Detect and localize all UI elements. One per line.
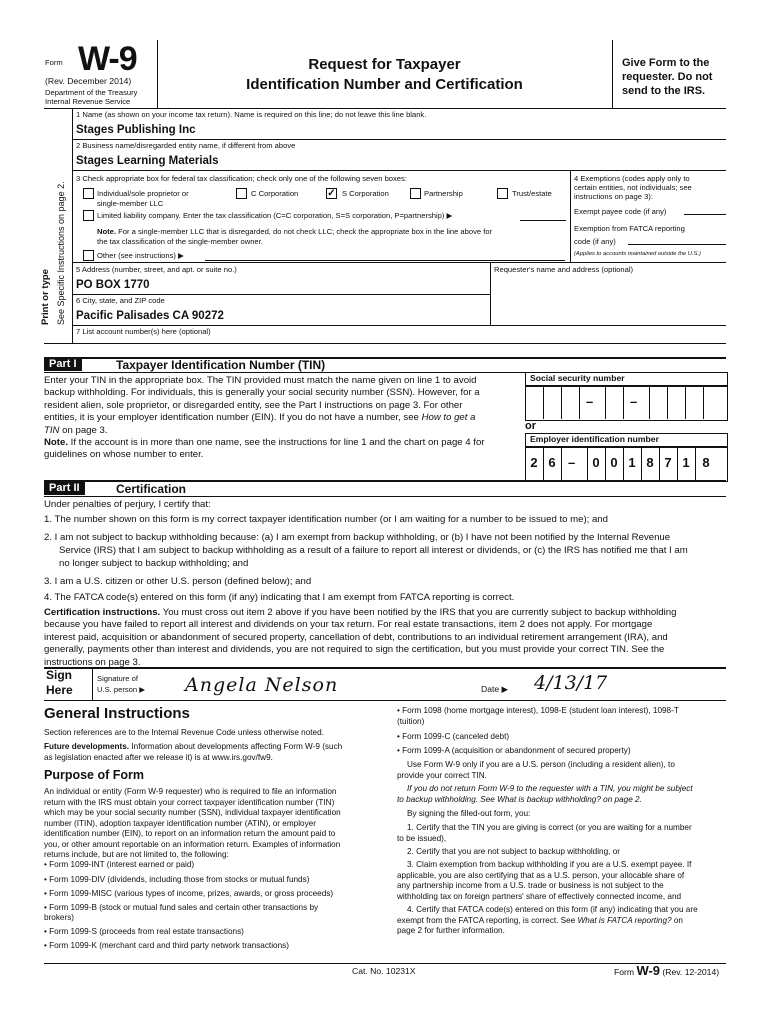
other-label: Other (see instructions) ▶: [97, 251, 184, 260]
partnership-checkbox[interactable]: [410, 188, 421, 199]
bullet-1099-c: • Form 1099-C (canceled debt): [397, 732, 510, 741]
future-text-2: as legislation enacted after we release it) is at www.irs.gov/fw9.: [44, 752, 273, 762]
individual-label-1: Individual/sole proprietor or: [97, 189, 189, 198]
note-label: Note.: [97, 227, 116, 236]
see-specific-instructions: See Specific Instructions on page 2.: [56, 181, 66, 325]
cert-item-4: 4. The FATCA code(s) entered on this form (if any) indicating that I am exempt from FATCA reporting is correct.: [44, 592, 515, 603]
requester-label: Requester's name and address (optional): [494, 265, 634, 274]
cert-line-4: generally, payments other than interest and dividends, you are not required to sign the certification, but you must provide your correct TIN. See the: [44, 644, 665, 656]
cert-item-1: 1. The number shown on this form is my correct taxpayer identification number (or I am waiting for a number to be issued to me); and: [44, 514, 608, 525]
part-2-label: Part II: [44, 481, 85, 495]
ein-digit: 8: [646, 455, 654, 470]
tin-note-1: If the account is in more than one name, see the instructions for line 1 and the chart on page 4 for: [70, 437, 485, 448]
certify-4-on: on: [673, 915, 683, 925]
tin-text-5: [44, 425, 514, 437]
purpose-text: [44, 787, 379, 861]
exemptions-line-1: 4 Exemptions (codes apply only to: [574, 174, 690, 183]
cert-line-5: instructions on page 3.: [44, 656, 141, 668]
date-field[interactable]: 4/13/17: [534, 672, 608, 694]
bullet-1099-a: • Form 1099-A (acquisition or abandonment of secured property): [397, 746, 631, 755]
irs-label: Internal Revenue Service: [45, 97, 131, 106]
part-1-label: Part I: [44, 357, 82, 371]
tin-text-4a: entities, it is your employer identification number (EIN). If you do not have a number, see: [44, 412, 419, 424]
cert-line-1: You must cross out item 2 above if you have been notified by the IRS that you are currently subject to backup withholding: [162, 607, 677, 618]
print-or-type-label: Print or type: [40, 269, 51, 325]
date-label: Date ▶: [481, 684, 509, 694]
ein-digit: 1: [628, 455, 636, 470]
line3-note: [97, 227, 563, 236]
here-word: Here: [46, 683, 73, 697]
signature-field[interactable]: Angela Nelson: [185, 674, 339, 696]
line1-name-field[interactable]: Stages Publishing Inc: [76, 124, 196, 136]
use-line-2: provide your correct TIN.: [397, 770, 487, 780]
certify-4: [397, 905, 727, 937]
give-line-2: requester. Do not: [622, 71, 713, 83]
line3-label: 3 Check appropriate box for federal tax classification; check only one of the following seven boxes:: [76, 174, 407, 183]
llc-label: Limited liability company. Enter the tax classification (C=C corporation, S=S corporation, P=partnership) ▶: [97, 211, 453, 220]
use-line-1: Use Form W-9 only if you are a U.S. person (including a resident alien), to: [407, 760, 675, 769]
individual-label-2: single-member LLC: [97, 199, 164, 208]
cert-instructions: [44, 607, 734, 669]
tin-text-5a: TIN: [44, 424, 60, 436]
general-instructions-title: General Instructions: [44, 705, 190, 722]
section-references: Section references are to the Internal Revenue Code unless otherwise noted.: [44, 728, 324, 737]
title-line-2: Identification Number and Certification: [246, 76, 523, 93]
footer-form: [614, 963, 719, 978]
certify-3-line-4: withholding tax on foreign partners' share of effectively connected income, and: [397, 891, 682, 901]
footer-form-word: Form: [614, 967, 635, 977]
cert-item-3: 3. I am a U.S. citizen or other U.S. person (defined below); and: [44, 576, 312, 587]
tin-text-4: [44, 412, 514, 424]
bullet-1099-div: • Form 1099-DIV (dividends, including those from stocks or mutual funds): [44, 875, 310, 884]
give-form-note: [622, 56, 712, 98]
catalog-number: Cat. No. 10231X: [352, 966, 416, 976]
title-line-1: Request for Taxpayer: [308, 56, 461, 73]
bullet-1099-s: • Form 1099-S (proceeds from real estate transactions): [44, 927, 244, 936]
certify-1-line-1: 1. Certify that the TIN you are giving is correct (or you are waiting for a number: [407, 823, 692, 832]
sign-word: Sign: [46, 668, 72, 682]
line1-label: 1 Name (as shown on your income tax return). Name is required on this line; do not leave this line blank.: [76, 110, 427, 119]
note-text-2: the tax classification of the single-member owner.: [97, 237, 263, 246]
bullet-1098: • Form 1098 (home mortgage interest), 1098-E (student loan interest), 1098-T: [397, 706, 679, 715]
cert-item-2a: 2. I am not subject to backup withholding because: (a) I am exempt from backup withholding, or (b) I have not been notified by the Internal Revenue: [44, 532, 671, 543]
certify-4-line-2: exempt from the FATCA reporting, is correct. See: [397, 915, 576, 925]
ein-label: Employer identification number: [530, 434, 659, 444]
bullet-1098-cont: (tuition): [397, 716, 425, 726]
give-line-3: send to the IRS.: [622, 85, 706, 97]
certify-1-line-2: to be issued),: [397, 833, 447, 843]
ssn-field[interactable]: [525, 385, 728, 421]
line5-label: 5 Address (number, street, and apt. or suite no.): [76, 265, 237, 274]
certify-1: [397, 823, 727, 844]
warning-line-1: If you do not return Form W-9 to the requester with a TIN, you might be subject: [407, 784, 693, 793]
footer-revision: (Rev. 12-2014): [662, 967, 720, 977]
c-corp-checkbox[interactable]: [236, 188, 247, 199]
cert-line-3: interest paid, acquisition or abandonment of secured property, cancellation of debt, contributions to an individual retirement arrangement (IRA), and: [44, 631, 668, 643]
certify-3-line-1: 3. Claim exemption from backup withholding if you are a U.S. exempt payee. If: [407, 860, 692, 869]
purpose-title: Purpose of Form: [44, 768, 145, 782]
tin-text-1: Enter your TIN in the appropriate box. The TIN provided must match the name given on line 1 to avoid: [44, 375, 477, 386]
ein-digit: 7: [664, 455, 672, 470]
ein-digit: 0: [592, 455, 600, 470]
individual-checkbox[interactable]: [83, 188, 94, 199]
ssn-dash-2: –: [630, 394, 638, 409]
or-label: or: [525, 420, 536, 432]
note-text-1: For a single-member LLC that is disregarded, do not check LLC; check the appropriate box in the line above for: [118, 227, 493, 236]
tin-note-2: guidelines on whose number to enter.: [44, 449, 204, 461]
line7-label: 7 List account number(s) here (optional): [76, 327, 211, 336]
right-column: [397, 706, 727, 727]
certify-3-line-3: any partnership income from a U.S. trade or business is not subject to the: [397, 881, 664, 890]
use-form-text: [397, 760, 727, 781]
line6-city-field[interactable]: Pacific Palisades CA 90272: [76, 310, 224, 322]
fatca-applies-note: (Applies to accounts maintained outside the U.S.): [574, 251, 701, 257]
ein-digit: 0: [610, 455, 618, 470]
ssn-label: Social security number: [530, 373, 625, 383]
footer-form-number: W-9: [636, 963, 661, 978]
bullet-1099-int: • Form 1099-INT (interest earned or paid): [44, 860, 195, 869]
tin-instructions: [44, 375, 514, 437]
certify-3: [397, 860, 727, 902]
signature-label-2: U.S. person ▶: [97, 685, 146, 694]
line2-label: 2 Business name/disregarded entity name, if different from above: [76, 141, 296, 150]
bullet-1099-k: • Form 1099-K (merchant card and third party network transactions): [44, 941, 289, 950]
exemptions-line-3: instructions on page 3):: [574, 192, 653, 202]
tin-note: [44, 437, 514, 462]
fatca-link-text: What is FATCA reporting?: [577, 915, 672, 925]
cert-instructions-label: Certification instructions.: [44, 607, 161, 618]
backup-warning: [397, 784, 727, 805]
bullet-1099-b: • Form 1099-B (stock or mutual fund sales and certain other transactions by: [44, 903, 319, 912]
certify-4-line-4: page 2 for further information.: [397, 926, 505, 935]
ein-digit: 1: [682, 455, 690, 470]
cert-line-2: because you have failed to report all interest and dividends on your tax return. For real estate transactions, item 2 does not apply. For mortgage: [44, 619, 653, 631]
ssn-dash-1: –: [586, 394, 594, 409]
cert-item-2b: Service (IRS) that I am subject to backup withholding as a result of a failure to report all interest or dividends, or (c) the IRS has notified me that I am: [59, 545, 688, 556]
certify-3-line-2: applicable, you are also certifying that as a U.S. person, your allocable share of: [397, 870, 685, 880]
tin-text-4b: How to get a: [421, 412, 476, 424]
other-checkbox[interactable]: [83, 250, 94, 261]
signature-label-1: Signature of: [97, 674, 138, 683]
signing-intro: By signing the filled-out form, you:: [407, 809, 531, 818]
perjury-intro: Under penalties of perjury, I certify that:: [44, 499, 211, 510]
line4-exemptions: [574, 174, 726, 201]
exempt-payee-field[interactable]: [684, 214, 726, 215]
s-corp-checkbox[interactable]: ✓: [327, 188, 336, 199]
llc-checkbox[interactable]: [83, 210, 94, 221]
purpose-line: identification number (EIN), to report on an information return the amount paid to: [44, 829, 336, 838]
exempt-payee-label: Exempt payee code (if any): [574, 207, 667, 216]
side-instructions: [40, 125, 51, 325]
fatca-label-2: code (if any): [574, 237, 616, 246]
part-1-title: Taxpayer Identification Number (TIN): [116, 358, 326, 372]
line5-address-field[interactable]: PO BOX 1770: [76, 279, 150, 291]
sign-here-label: [46, 668, 73, 698]
tin-text-2: backup withholding. For individuals, this is generally your social security number (SSN). However, for a: [44, 387, 480, 399]
s-corp-label: S Corporation: [342, 189, 389, 198]
future-text-1: Information about developments affecting Form W-9 (such: [131, 742, 343, 751]
bullet-1099-b-cont: brokers): [44, 913, 75, 922]
certify-4-line-1: 4. Certify that FATCA code(s) entered on this form (if any) indicating that you are: [407, 905, 698, 914]
ein-digit: 6: [548, 455, 556, 470]
other-field[interactable]: [205, 260, 565, 261]
line6-label: 6 City, state, and ZIP code: [76, 296, 165, 305]
llc-classification-field[interactable]: [520, 220, 566, 221]
trust-estate-label: Trust/estate: [512, 189, 552, 198]
revision: (Rev. December 2014): [45, 76, 132, 86]
purpose-line: number (ITIN), adoption taxpayer identification number (ATIN), or employer: [44, 818, 316, 828]
line2-business-field[interactable]: Stages Learning Materials: [76, 155, 219, 167]
tin-text-5b: on page 3.: [62, 424, 108, 436]
bullet-1099-misc: • Form 1099-MISC (various types of income, prizes, awards, or gross proceeds): [44, 889, 334, 898]
purpose-line: An individual or entity (Form W-9 requester) who is required to file an information: [44, 787, 337, 796]
future-developments: [44, 742, 374, 763]
c-corp-label: C Corporation: [251, 189, 299, 198]
ein-digit: 8: [702, 455, 710, 470]
tin-text-3: resident alien, sole proprietor, or disregarded entity, see the Part I instructions on page 3. For other: [44, 399, 463, 411]
cert-item-2c: no longer subject to backup withholding; and: [59, 558, 249, 569]
certify-2: 2. Certify that you are not subject to backup withholding, or: [407, 847, 620, 856]
form-word: Form: [45, 58, 63, 67]
give-line-1: Give Form to the: [622, 57, 710, 69]
purpose-line: returns include, but are not limited to, the following:: [44, 850, 229, 859]
purpose-line: you, or other amount reportable on an information return. Examples of information: [44, 839, 341, 849]
purpose-line: which may be your social security number (SSN), individual taxpayer identification: [44, 808, 341, 817]
ein-dash: –: [568, 455, 576, 470]
department: Department of the Treasury: [45, 88, 138, 97]
trust-estate-checkbox[interactable]: [497, 188, 508, 199]
part-2-title: Certification: [116, 482, 187, 496]
exemptions-line-2: certain entities, not individuals; see: [574, 183, 692, 193]
form-number: W-9: [78, 40, 137, 78]
warning-line-2: to backup withholding. See What is backup withholding? on page 2.: [397, 794, 642, 804]
ein-digit: 2: [530, 455, 538, 470]
tin-note-label: Note.: [44, 437, 68, 448]
future-developments-label: Future developments.: [44, 742, 130, 751]
fatca-code-field[interactable]: [628, 244, 726, 245]
partnership-label: Partnership: [424, 189, 463, 198]
purpose-line: return with the IRS must obtain your correct taxpayer identification number (TIN): [44, 797, 335, 807]
fatca-label-1: Exemption from FATCA reporting: [574, 224, 685, 233]
